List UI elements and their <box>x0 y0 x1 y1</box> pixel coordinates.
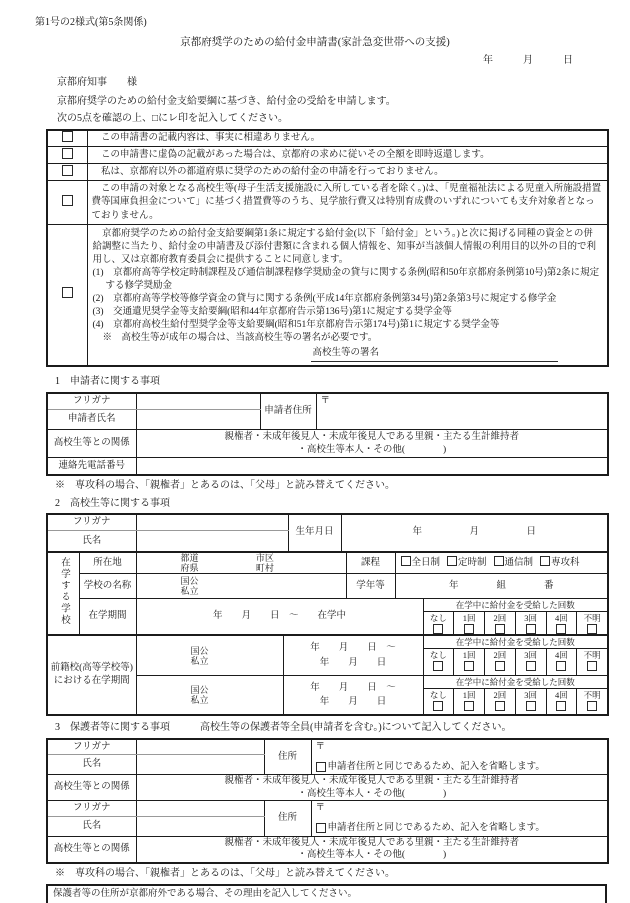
student-furigana-input[interactable] <box>136 514 288 531</box>
count-option-label: 3回 <box>524 650 537 661</box>
checkbox-icon[interactable] <box>494 556 504 566</box>
count-option-label: なし <box>429 650 447 661</box>
period-from: 年 月 日 ～ <box>310 682 396 693</box>
course-label: 課程 <box>346 552 395 574</box>
count-option <box>424 612 455 634</box>
confirm-checkbox-cell-4 <box>47 181 87 225</box>
enroll-period-label: 在学期間 <box>79 599 136 636</box>
reason-box-label: 保護者等の住所が京都府外である場合、その理由を記入してください。 <box>53 889 358 900</box>
count-option <box>577 689 607 714</box>
previous-school-1-period-input[interactable] <box>283 635 423 676</box>
checkbox-icon[interactable] <box>464 661 474 671</box>
count-option-label: なし <box>429 613 447 624</box>
current-school-group-label <box>47 552 79 636</box>
benefit-count-header: 在学中に給付金を受給した回数 <box>424 676 608 689</box>
count-option-label: なし <box>429 690 447 701</box>
course-option-label: 定時制 <box>458 558 487 569</box>
guardian-2-name-input[interactable] <box>136 817 264 837</box>
relation-label: 高校生等との関係 <box>47 775 136 801</box>
date-input[interactable]: 年 月 日 <box>483 54 573 66</box>
applicant-relation-options[interactable] <box>136 430 608 458</box>
applicant-table <box>46 392 609 476</box>
section2-heading: 2 高校生等に関する事項 <box>55 498 170 510</box>
checkbox-icon[interactable] <box>62 287 73 298</box>
applicant-furigana-label: フリガナ <box>47 393 136 410</box>
count-option-label: 1回 <box>462 690 476 701</box>
count-option <box>454 649 485 675</box>
enroll-period-input[interactable]: 年 月 日 ～ 在学中 <box>136 599 423 636</box>
count-option <box>547 649 578 675</box>
checkbox-icon[interactable] <box>495 624 505 634</box>
confirm-checkbox-cell-3 <box>47 164 87 181</box>
guardian-1-name-input[interactable] <box>136 755 264 775</box>
previous-school-2-period-input[interactable] <box>283 676 423 716</box>
course-option-label: 通信制 <box>504 558 534 569</box>
checkbox-icon[interactable] <box>526 701 536 711</box>
relation-label: 高校生等との関係 <box>47 430 136 458</box>
period-to: 年 月 日 <box>319 657 387 668</box>
applicant-furigana-input[interactable] <box>136 393 260 410</box>
current-school-table <box>46 551 609 637</box>
previous-school-1-input[interactable] <box>136 635 283 676</box>
senkoka-note: ※ 専攻科の場合、「親権者」とあるのは、「父母」と読み替えてください。 <box>55 867 395 879</box>
phone-label: 連絡先電話番号 <box>47 458 136 475</box>
guardian-2-relation-options[interactable] <box>136 837 608 863</box>
student-signature-input[interactable] <box>311 347 559 362</box>
count-option <box>485 649 516 675</box>
course-option-teiji[interactable] <box>447 558 487 568</box>
count-option <box>424 649 455 675</box>
course-option-zennichi[interactable] <box>401 558 441 568</box>
student-name-input[interactable] <box>136 531 288 552</box>
checkbox-icon[interactable] <box>62 165 73 176</box>
confirm-item-1: この申請書の記載内容は、事実に相違ありません。 <box>87 130 608 147</box>
applicant-address-label: 申請者住所 <box>260 393 316 430</box>
checkbox-icon[interactable] <box>556 661 566 671</box>
guardian-address-label: 住所 <box>264 739 311 775</box>
checkbox-icon[interactable] <box>495 701 505 711</box>
section3-heading-text: 3 保護者等に関する事項 <box>55 722 170 734</box>
count-option <box>547 689 578 714</box>
consent-paragraph: 京都府奨学のための給付金支給要綱第1条に規定する給付金(以下「給付金」という。)と次に掲げる同種の資金との併給調整に当たり、給付金の申請書及び添付書類に含まれる個人情報を、知事が当該個人情報の利用目的以外の目的で利用し、又は京都府教育委員会に提供することに同意します。 <box>92 229 597 266</box>
checkbox-icon[interactable] <box>587 661 597 671</box>
benefit-count-block <box>423 599 608 636</box>
benefit-count-block <box>423 676 608 716</box>
previous-school-table <box>46 634 609 716</box>
checkbox-icon[interactable] <box>433 661 443 671</box>
relation-option-line: 親権者・未成年後見人・未成年後見人である里親・主たる生計維持者 <box>224 432 519 443</box>
section3-heading <box>55 721 630 735</box>
count-option-label: 1回 <box>462 613 476 624</box>
guardian-address-label: 住所 <box>264 801 311 837</box>
guardian-2-address-input[interactable] <box>311 801 608 837</box>
consent-list-item-1: (1) 京都府高等学校定時制課程及び通信制課程修学奨励金の貸与に関する条例(昭和50年京都府条例第10号)第2条に規定する修学奨励金 <box>92 268 600 292</box>
count-option-label: 2回 <box>493 690 507 701</box>
consent-list-item-4: (4) 京都府高校生給付型奨学金等支給要綱(昭和51年京都府告示第174号)第1に規定する奨学金等 <box>92 320 500 331</box>
relation-option-line: ・高校生等本人・その他( ) <box>297 444 447 455</box>
count-option <box>454 689 485 714</box>
count-option <box>516 612 547 634</box>
relation-label: 高校生等との関係 <box>47 837 136 863</box>
checkbox-icon[interactable] <box>587 701 597 711</box>
student-table-top <box>46 513 609 553</box>
relation-option-line: ・高校生等本人・その他( ) <box>297 788 447 799</box>
checkbox-icon[interactable] <box>62 148 73 159</box>
confirmation-table <box>46 129 609 368</box>
phone-input[interactable] <box>136 458 608 475</box>
pref-hint: 都道 府県 <box>180 553 199 574</box>
count-option <box>577 612 607 634</box>
checkbox-icon[interactable] <box>464 624 474 634</box>
guardian-1-relation-options[interactable] <box>136 775 608 801</box>
consent-note: ※ 高校生等が成年の場合は、当該高校生等の署名が必要です。 <box>102 333 378 344</box>
confirm-item-5 <box>87 225 608 366</box>
count-option <box>516 689 547 714</box>
count-option <box>516 649 547 675</box>
page-title: 京都府奨学のための給付金申請書(家計急変世帯への支援) <box>180 36 450 48</box>
count-option-label: 3回 <box>524 613 537 624</box>
consent-list-item-2: (2) 京都府高等学校等修学資金の貸与に関する条例(平成14年京都府条例第34号)第2条第3号に規定する修学金 <box>92 294 557 305</box>
guardian-furigana-label: フリガナ <box>47 801 136 817</box>
checkbox-icon[interactable] <box>464 701 474 711</box>
confirm-item-2: この申請書に虚偽の記載があった場合は、京都府の求めに従いその全額を即時返還します。 <box>87 147 608 164</box>
checkbox-icon[interactable] <box>540 556 550 566</box>
checkbox-icon[interactable] <box>495 661 505 671</box>
public-private-hint: 国公 私立 <box>190 645 209 666</box>
count-option-label: 3回 <box>524 690 537 701</box>
applicant-address-input[interactable] <box>316 393 608 430</box>
city-hint: 市区 町村 <box>255 553 274 574</box>
public-private-hint: 国公 私立 <box>180 576 199 597</box>
guardian-name-label: 氏名 <box>47 755 136 775</box>
count-option-label: 2回 <box>493 650 507 661</box>
checkbox-icon[interactable] <box>447 556 457 566</box>
postal-mark: 〒 <box>320 395 331 406</box>
course-option-senkoka[interactable] <box>540 558 580 568</box>
checkbox-icon[interactable] <box>556 701 566 711</box>
form-code: 第1号の2様式(第5条関係) <box>35 17 147 28</box>
postal-mark: 〒 <box>315 803 326 814</box>
count-option <box>454 612 485 634</box>
senkoka-note: ※ 専攻科の場合、「親権者」とあるのは、「父母」と読み替えてください。 <box>55 479 395 491</box>
confirm-item-3: 私は、京都府以外の都道府県に奨学のための給付金の申請を行っておりません。 <box>87 164 608 181</box>
course-option-tsushin[interactable] <box>494 558 534 568</box>
school-location-input[interactable] <box>136 552 346 574</box>
postal-mark: 〒 <box>315 741 326 752</box>
checkbox-icon[interactable] <box>556 624 566 634</box>
count-option <box>485 612 516 634</box>
addressee: 京都府知事 様 <box>57 77 137 89</box>
birth-date-input[interactable]: 年 月 日 <box>341 514 608 552</box>
relation-option-line: 親権者・未成年後見人・未成年後見人である里親・主たる生計維持者 <box>224 776 519 787</box>
benefit-count-header: 在学中に給付金を受給した回数 <box>424 599 608 612</box>
count-option-label: 不明 <box>583 613 601 624</box>
birth-date-label: 生年月日 <box>288 514 341 552</box>
checkbox-icon[interactable] <box>401 556 411 566</box>
current-school-group-text: 在学する学校 <box>59 556 69 626</box>
relation-option-line: ・高校生等本人・その他( ) <box>297 850 447 861</box>
count-option <box>577 649 607 675</box>
same-address-note: 申請者住所と同じであるため、記入を省略します。 <box>327 822 545 833</box>
guardian-2-furigana-input[interactable] <box>136 801 264 817</box>
relation-option-line: 親権者・未成年後見人・未成年後見人である里親・主たる生計維持者 <box>224 838 519 849</box>
grade-label: 学年等 <box>346 574 395 599</box>
count-option-label: 1回 <box>462 650 476 661</box>
check-instruction: 次の5点を確認の上、□にレ印を記入してください。 <box>57 113 289 125</box>
checkbox-icon[interactable] <box>526 661 536 671</box>
period-to: 年 月 日 <box>319 697 387 708</box>
count-option-label: 2回 <box>493 613 507 624</box>
count-option-label: 4回 <box>554 650 568 661</box>
student-name-label: 氏名 <box>47 531 136 552</box>
guardian-1-address-input[interactable] <box>311 739 608 775</box>
public-private-hint: 国公 私立 <box>190 685 209 706</box>
location-label: 所在地 <box>79 552 136 574</box>
guardian-table <box>46 738 609 864</box>
benefit-count-header: 在学中に給付金を受給した回数 <box>424 636 608 649</box>
course-option-label: 全日制 <box>411 558 441 569</box>
count-option-label: 不明 <box>583 650 601 661</box>
benefit-count-block <box>423 635 608 676</box>
count-option <box>485 689 516 714</box>
checkbox-icon[interactable] <box>62 195 73 206</box>
previous-school-2-input[interactable] <box>136 676 283 716</box>
confirm-checkbox-cell-5 <box>47 225 87 366</box>
confirm-checkbox-cell-1 <box>47 130 87 147</box>
previous-school-label: 前籍校(高等学校等)における在学期間 <box>47 635 136 715</box>
count-option <box>547 612 578 634</box>
section1-heading: 1 申請者に関する事項 <box>55 376 160 388</box>
school-name-input[interactable] <box>136 574 346 599</box>
count-option-label: 不明 <box>583 690 601 701</box>
school-name-label: 学校の名称 <box>79 574 136 599</box>
intro-text: 京都府奨学のための給付金支給要綱に基づき、給付金の受給を申請します。 <box>57 95 396 107</box>
count-option-label: 4回 <box>554 613 568 624</box>
guardian-name-label: 氏名 <box>47 817 136 837</box>
count-option-label: 4回 <box>554 690 568 701</box>
checkbox-icon[interactable] <box>433 624 443 634</box>
section3-heading-note: 高校生等の保護者等全員(申請者を含む。)について記入してください。 <box>200 722 512 734</box>
same-address-checkbox[interactable] <box>316 762 326 772</box>
signature-label: 高校生等の署名 <box>312 348 380 359</box>
same-address-note: 申請者住所と同じであるため、記入を省略します。 <box>327 761 545 772</box>
grade-input[interactable]: 年 組 番 <box>395 574 608 599</box>
confirm-item-4: この申請の対象となる高校生等(母子生活支援施設に入所している者を除く。)は、「児童福祉法による児童入所施設措置費等国庫負担金について」に基づく措置費等のうち、見学旅行費又は特別育成費のいずれについても支弁対象者となっておりません。 <box>87 181 608 225</box>
checkbox-icon[interactable] <box>587 624 597 634</box>
confirm-checkbox-cell-2 <box>47 147 87 164</box>
reason-input[interactable] <box>46 884 607 903</box>
same-address-checkbox[interactable] <box>316 823 326 833</box>
guardian-furigana-label: フリガナ <box>47 739 136 755</box>
course-options <box>395 552 608 574</box>
checkbox-icon[interactable] <box>526 624 536 634</box>
student-furigana-label: フリガナ <box>47 514 136 531</box>
course-option-label: 専攻科 <box>551 558 580 569</box>
applicant-name-input[interactable] <box>136 410 260 430</box>
count-option <box>424 689 455 714</box>
guardian-1-furigana-input[interactable] <box>136 739 264 755</box>
consent-list-item-3: (3) 交通遺児奨学金等支給要綱(昭和44年京都府告示第136号)第1に規定する奨学金等 <box>92 307 452 318</box>
checkbox-icon[interactable] <box>433 701 443 711</box>
checkbox-icon[interactable] <box>62 131 73 142</box>
period-from: 年 月 日 ～ <box>310 643 396 654</box>
applicant-name-label: 申請者氏名 <box>47 410 136 430</box>
